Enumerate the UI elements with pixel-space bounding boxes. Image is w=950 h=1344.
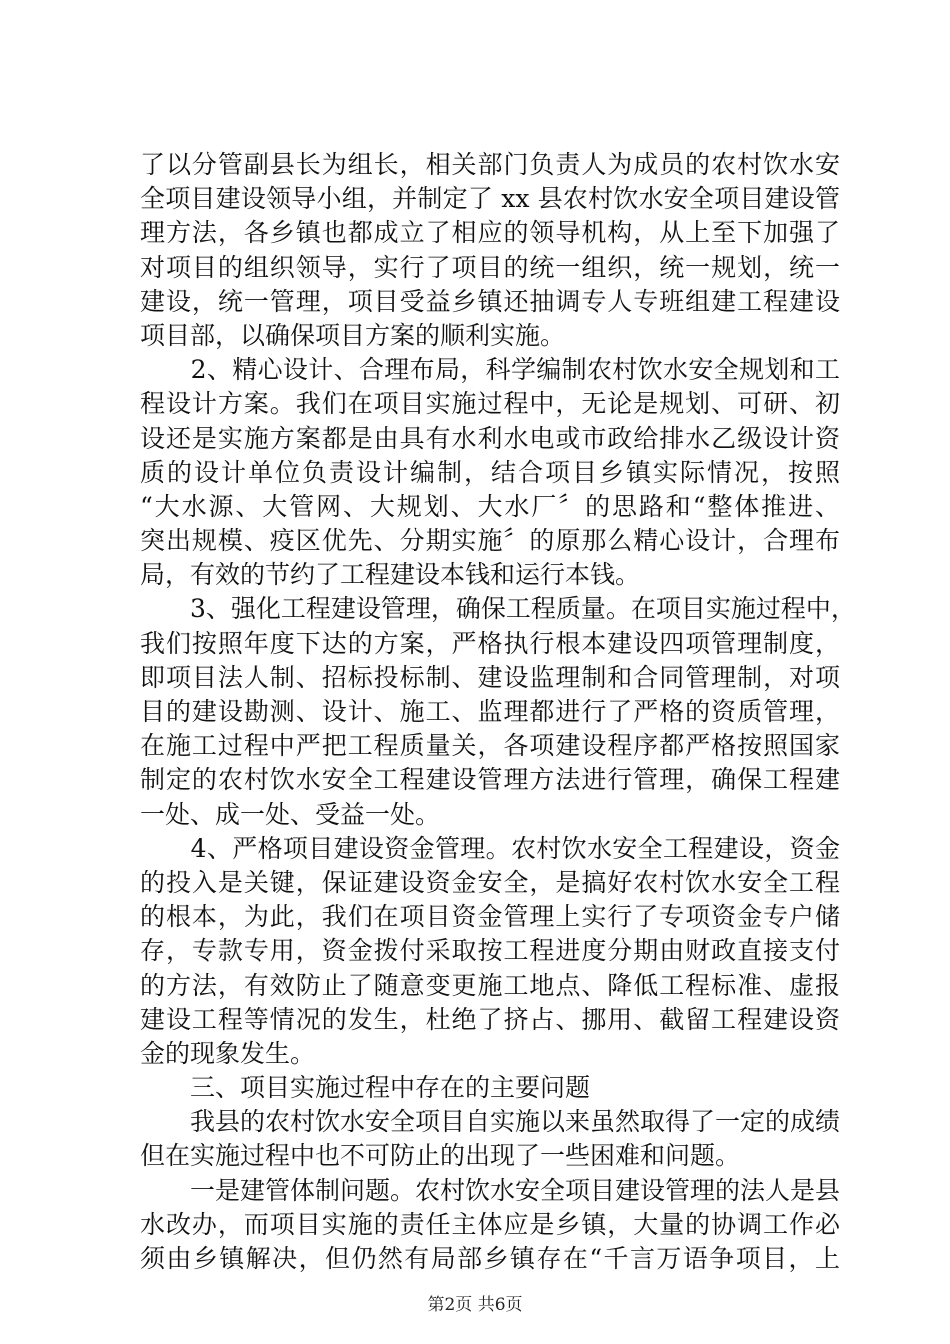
text-line: 我们按照年度下达的方案，严格执行根本建设四项管理制度， [140, 628, 840, 658]
text-line: 了以分管副县长为组长，相关部门负责人为成员的农村饮水安 [140, 150, 840, 179]
text-line: 即项目法人制、招标投标制、建设监理制和合同管理制，对项 [140, 662, 840, 692]
text-line: 水改办，而项目实施的责任主体应是乡镇，大量的协调工作必 [140, 1209, 840, 1239]
text-line: 质的设计单位负责设计编制，结合项目乡镇实际情况，按照 [140, 457, 840, 487]
text-line: 设还是实施方案都是由具有水利水电或市政给排水乙级设计资 [140, 423, 840, 453]
page-footer: 第2页 共6页 [427, 1295, 523, 1315]
text-line: 目的建设勘测、设计、施工、监理都进行了严格的资质管理， [140, 697, 840, 726]
text-line: 4、严格项目建设资金管理。农村饮水安全工程建设，资金 [140, 833, 840, 863]
text-line: 局，有效的节约了工程建设本钱和运行本钱。 [140, 560, 641, 590]
text-line: 的投入是关键，保证建设资金安全，是搞好农村饮水安全工程 [140, 867, 840, 897]
text-line: 须由乡镇解决，但仍然有局部乡镇存在“千言万语争项目，上 [140, 1244, 840, 1273]
text-line: 2、精心设计、合理布局，科学编制农村饮水安全规划和工 [140, 355, 840, 385]
text-line: 建设工程等情况的发生，杜绝了挤占、挪用、截留工程建设资 [140, 1004, 840, 1034]
text-line: “大水源、大管网、大规划、大水厂〞的思路和“整体推进、 [140, 491, 840, 521]
text-line: 理方法，各乡镇也都成立了相应的领导机构，从上至下加强了 [140, 218, 840, 248]
text-line: 我县的农村饮水安全项目自实施以来虽然取得了一定的成绩 [140, 1107, 841, 1137]
text-line: 突出规模、疫区优先、分期实施〞的原那么精心设计，合理布 [140, 526, 840, 556]
text-line: 一处、成一处、受益一处。 [140, 799, 441, 829]
text-line: 金的现象发生。 [140, 1038, 316, 1068]
text-line: 3、强化工程建设管理，确保工程质量。在项目实施过程中， [140, 594, 856, 624]
text-line: 程设计方案。我们在项目实施过程中，无论是规划、可研、初 [140, 389, 840, 419]
text-line: 建设，统一管理，项目受益乡镇还抽调专人专班组建工程建设 [140, 286, 840, 316]
text-line: 一是建管体制问题。农村饮水安全项目建设管理的法人是县 [140, 1175, 841, 1205]
text-line: 在施工过程中严把工程质量关，各项建设程序都严格按照国家 [140, 731, 840, 761]
text-line: 对项目的组织领导，实行了项目的统一组织，统一规划，统一 [140, 252, 840, 282]
text-line: 全项目建设领导小组，并制定了 xx 县农村饮水安全项目建设管 [140, 184, 840, 214]
text-line: 存，专款专用，资金拨付采取按工程进度分期由财政直接支付 [140, 936, 840, 966]
text-line: 项目部，以确保项目方案的顺利实施。 [140, 320, 566, 350]
body-text [140, 148, 856, 1276]
text-line: 的方法，有效防止了随意变更施工地点、降低工程标准、虚报 [140, 970, 840, 1000]
text-line: 但在实施过程中也不可防止的出现了一些困难和问题。 [140, 1141, 741, 1171]
text-line: 制定的农村饮水安全工程建设管理方法进行管理，确保工程建 [140, 765, 840, 795]
text-line: 三、项目实施过程中存在的主要问题 [140, 1073, 591, 1103]
text-line: 的根本，为此，我们在项目资金管理上实行了专项资金专户储 [140, 902, 840, 932]
